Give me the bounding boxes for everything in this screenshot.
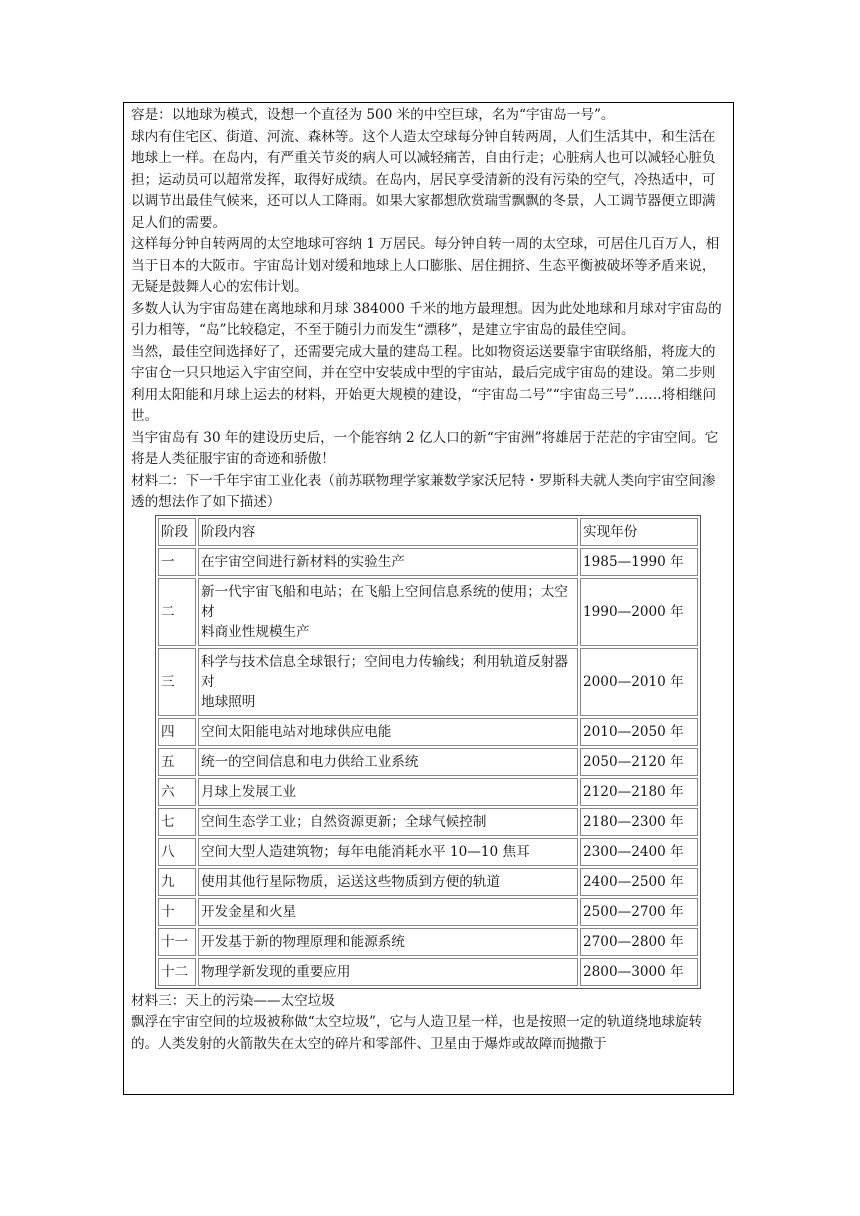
content-line: 料商业性规模生产 — [201, 623, 310, 640]
stage-cell: 九 — [158, 868, 196, 896]
stage-cell: 四 — [158, 718, 196, 746]
table-row — [158, 928, 698, 956]
header-content: 阶段内容 — [198, 518, 578, 546]
content-line: 月球上发展工业 — [201, 783, 297, 800]
content-line: 物理学新发现的重要应用 — [201, 963, 351, 980]
table-row — [158, 898, 698, 926]
years-cell: 2800—3000 年 — [580, 958, 698, 986]
stage-cell: 一 — [158, 548, 196, 576]
table-row — [158, 808, 698, 836]
content-cell — [198, 748, 578, 776]
content-line: 地球照明 — [201, 693, 256, 710]
table-body — [158, 548, 698, 986]
content-cell — [198, 578, 578, 646]
material-two-heading: 材料二：下一千年宇宙工业化表（前苏联物理学家兼数学家沃尼特・罗斯科夫就人类向宇宙空间渗透的想法作了如下描述） — [131, 472, 716, 510]
header-stage: 阶段 — [158, 518, 196, 546]
table-row — [158, 548, 698, 576]
content-cell — [198, 718, 578, 746]
header-years: 实现年份 — [580, 518, 698, 546]
years-cell: 2050—2120 年 — [580, 748, 698, 776]
stage-cell: 七 — [158, 808, 196, 836]
stage-cell: 八 — [158, 838, 196, 866]
stage-cell: 五 — [158, 748, 196, 776]
stage-cell: 三 — [158, 648, 196, 716]
table-row — [158, 838, 698, 866]
table-row — [158, 718, 698, 746]
content-line: 空间大型人造建筑物；每年电能消耗水平 10—10 焦耳 — [201, 843, 530, 860]
stage-cell: 二 — [158, 578, 196, 646]
content-line: 空间太阳能电站对地球供应电能 — [201, 723, 392, 740]
stage-cell: 十二 — [158, 958, 196, 986]
content-cell — [198, 928, 578, 956]
paragraph: 飘浮在宇宙空间的垃圾被称做“太空垃圾”，它与人造卫星一样，也是按照一定的轨道绕地球旋转的。人类发射的火箭散失在太空的碎片和零部件、卫星由于爆炸或故障而抛撒于 — [131, 1014, 703, 1052]
table-row — [158, 868, 698, 896]
years-cell: 2180—2300 年 — [580, 808, 698, 836]
content-cell — [198, 548, 578, 576]
material-three-heading: 材料三：天上的污染——太空垃圾 — [131, 992, 335, 1009]
stage-cell: 十 — [158, 898, 196, 926]
content-cell — [198, 808, 578, 836]
years-cell: 2010—2050 年 — [580, 718, 698, 746]
paragraph: 当然，最佳空间选择好了，还需要完成大量的建岛工程。比如物资运送要靠宇宙联络船，将庞大的宇宙仓一只只地运入宇宙空间，并在空中安装成中型的宇宙站，最后完成宇宙岛的建设。第二步则利用太阳能和月球上运去的材料，开始更大规模的建设，“宇宙岛二号”“宇宙岛三号”……将相继问世。 — [131, 343, 717, 424]
years-cell: 2700—2800 年 — [580, 928, 698, 956]
years-cell: 2500—2700 年 — [580, 898, 698, 926]
table-row — [158, 958, 698, 986]
table-row — [158, 778, 698, 806]
stage-cell: 六 — [158, 778, 196, 806]
years-cell: 1985—1990 年 — [580, 548, 698, 576]
content-cell — [198, 838, 578, 866]
paragraph: 这样每分钟自转两周的太空地球可容纳 1 万居民。每分钟自转一周的太空球，可居住几百万人，相当于日本的大阪市。宇宙岛计划对缓和地球上人口膨胀、居住拥挤、生态平衡被破坏等矛盾来说，无疑是鼓舞人心的宏伟计划。 — [131, 236, 720, 295]
content-cell — [198, 958, 578, 986]
document-content — [131, 105, 728, 1055]
years-cell: 2400—2500 年 — [580, 868, 698, 896]
table-row — [158, 578, 698, 646]
content-cell — [198, 868, 578, 896]
content-line: 空间生态学工业；自然资源更新；全球气候控制 — [201, 813, 487, 830]
years-cell: 2300—2400 年 — [580, 838, 698, 866]
content-line: 使用其他行星际物质，运送这些物质到方便的轨道 — [201, 873, 501, 890]
content-cell — [198, 898, 578, 926]
content-line: 统一的空间信息和电力供给工业系统 — [201, 753, 419, 770]
table-row — [158, 748, 698, 776]
paragraph: 当宇宙岛有 30 年的建设历史后，一个能容纳 2 亿人口的新“宇宙洲”将雄居于茫茫的宇宙空间。它将是人类征服宇宙的奇迹和骄傲！ — [131, 429, 719, 467]
industrialization-table — [155, 515, 701, 989]
content-line: 开发金星和火星 — [201, 903, 297, 920]
paragraph: 多数人认为宇宙岛建在离地球和月球 384000 千米的地方最理想。因为此处地球和月球对宇宙岛的引力相等，“岛”比较稳定，不至于随引力而发生“漂移”，是建立宇宙岛的最佳空间。 — [131, 300, 722, 338]
document-frame — [123, 102, 734, 1095]
table-row — [158, 648, 698, 716]
years-cell: 2000—2010 年 — [580, 648, 698, 716]
table-header-row — [158, 518, 698, 546]
content-line: 科学与技术信息全球银行；空间电力传输线；利用轨道反射器对 — [201, 653, 569, 690]
paragraph: 球内有住宅区、街道、河流、森林等。这个人造太空球每分钟自转两周，人们生活其中，和生活在地球上一样。在岛内，有严重关节炎的病人可以减轻痛苦，自由行走；心脏病人也可以减轻心脏负担；运动员可以超常发挥，取得好成绩。在岛内，居民享受清新的没有污染的空气，冷热适中，可以调节出最佳气候来，还可以人工降雨。如果大家都想欣赏瑞雪飘飘的冬景，人工调节器便立即满足人们的需要。 — [131, 128, 716, 231]
content-line: 开发基于新的物理原理和能源系统 — [201, 933, 405, 950]
content-line: 在宇宙空间进行新材料的实验生产 — [201, 553, 405, 570]
years-cell: 2120—2180 年 — [580, 778, 698, 806]
stage-cell: 十一 — [158, 928, 196, 956]
content-line: 新一代宇宙飞船和电站；在飞船上空间信息系统的使用；太空材 — [201, 583, 569, 620]
content-cell — [198, 648, 578, 716]
content-cell — [198, 778, 578, 806]
paragraph: 容是：以地球为模式，设想一个直径为 500 米的中空巨球，名为“宇宙岛一号”。 — [131, 107, 615, 123]
years-cell: 1990—2000 年 — [580, 578, 698, 646]
